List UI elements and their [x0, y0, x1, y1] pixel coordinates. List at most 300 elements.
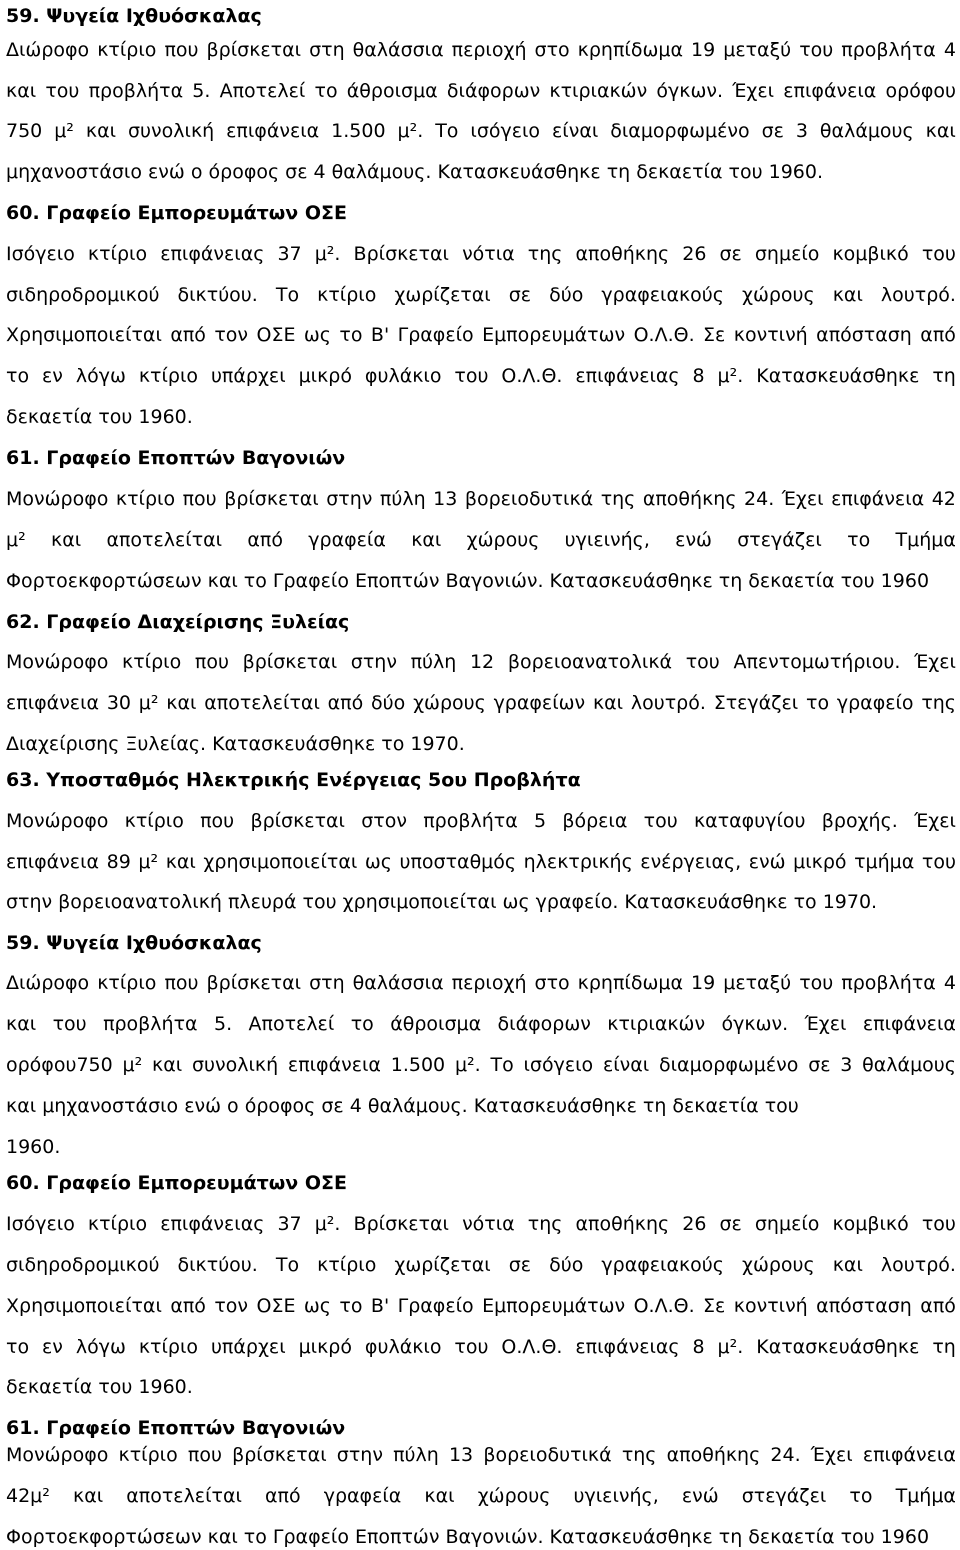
- word: του: [643, 810, 678, 832]
- word: του: [799, 972, 834, 994]
- word: αποτελείται: [126, 1485, 242, 1507]
- word: Ο.Λ.Θ.: [633, 1295, 695, 1317]
- word: 26: [682, 1213, 707, 1235]
- word: τη: [932, 1336, 956, 1358]
- word: προβλήτα: [103, 1013, 198, 1035]
- word: 5: [533, 810, 547, 832]
- paragraph-line: 1960.: [6, 1136, 61, 1158]
- word: αποθήκης: [575, 1213, 670, 1235]
- word: 13: [448, 1444, 474, 1466]
- word: και: [165, 851, 196, 873]
- word: στην: [336, 1444, 383, 1466]
- word: βρίσκεται: [224, 488, 319, 510]
- word: που: [164, 972, 199, 994]
- word: κρηπίδωμα: [577, 39, 683, 61]
- word: χώρους: [477, 1485, 551, 1507]
- word: εν: [42, 1336, 63, 1358]
- word: Κατασκευάσθηκε: [756, 1336, 920, 1358]
- word: προβλήτα: [423, 810, 518, 832]
- word: κτίριο: [97, 39, 157, 61]
- word: Ο.Λ.Θ.: [501, 1336, 563, 1358]
- paragraph-line: [6, 970, 956, 996]
- word: που: [182, 488, 217, 510]
- word: Τμήμα: [895, 529, 956, 551]
- word: τη: [932, 365, 956, 387]
- word: Απεντομωτήριου.: [733, 651, 901, 673]
- word: στην: [350, 651, 397, 673]
- word: υπάρχει: [210, 365, 286, 387]
- word: επιφάνεια: [287, 1054, 381, 1076]
- word: μ²: [122, 1054, 143, 1076]
- word: του: [921, 1213, 956, 1235]
- paragraph-line: [6, 690, 956, 716]
- paragraph-line: [6, 282, 956, 308]
- paragraph-line: στην βορειοανατολική πλευρά του χρησιμοποιείται ως γραφείο. Κατασκευάσθηκε το 1970.: [6, 891, 878, 913]
- word: από: [170, 1295, 206, 1317]
- word: Το: [490, 1054, 514, 1076]
- word: το: [350, 1013, 374, 1035]
- word: νότια: [462, 243, 515, 265]
- word: χωρίζεται: [394, 1254, 491, 1276]
- word: διάφορων: [497, 1013, 591, 1035]
- word: επιφάνειας: [160, 1213, 265, 1235]
- word: θαλάσσια: [352, 39, 444, 61]
- paragraph-line: [6, 1293, 956, 1319]
- paragraph-line: μηχανοστάσιο ενώ ο όροφος σε 4 θαλάμους. Κατασκευάσθηκε τη δεκαετία του 1960.: [6, 161, 824, 183]
- word: και: [925, 120, 956, 142]
- word: 19: [691, 39, 716, 61]
- word: που: [187, 1444, 222, 1466]
- word: γραφειακούς: [601, 284, 724, 306]
- word: Βρίσκεται: [353, 243, 449, 265]
- section-heading: 63. Υποσταθμός Ηλεκτρικής Ενέργειας 5ου Προβλήτα: [6, 769, 581, 791]
- word: και: [73, 1485, 104, 1507]
- word: 4: [943, 972, 956, 994]
- word: κοντινή: [733, 1295, 808, 1317]
- word: ως: [303, 1295, 331, 1317]
- word: από: [247, 529, 283, 551]
- word: Βρίσκεται: [353, 1213, 449, 1235]
- word: ορόφου: [885, 80, 956, 102]
- word: ΟΣΕ: [256, 1295, 296, 1317]
- word: απόσταση: [816, 1295, 912, 1317]
- word: όγκων.: [656, 80, 724, 102]
- word: χώρους: [466, 529, 540, 551]
- word: στην: [326, 488, 373, 510]
- paragraph-line: [6, 649, 956, 675]
- word: που: [164, 39, 199, 61]
- word: Έχει: [804, 1013, 847, 1035]
- word: από: [265, 1485, 301, 1507]
- word: και: [424, 1485, 455, 1507]
- word: που: [200, 810, 235, 832]
- word: κτίριο: [115, 488, 176, 510]
- word: Αποτελεί: [248, 1013, 335, 1035]
- section-heading: 60. Γραφείο Εμπορευμάτων ΟΣΕ: [6, 1172, 347, 1194]
- word: από: [920, 1295, 956, 1317]
- word: προβλήτα: [841, 972, 936, 994]
- word: ως: [364, 851, 392, 873]
- word: σιδηροδρομικού: [6, 1254, 160, 1276]
- word: Μονώροφο: [6, 810, 109, 832]
- word: σιδηροδρομικού: [6, 284, 160, 306]
- word: υγιεινής,: [564, 529, 650, 551]
- word: και: [6, 80, 37, 102]
- word: 26: [682, 243, 707, 265]
- word: θαλάμους: [862, 1054, 956, 1076]
- word: άθροισμα: [390, 1013, 482, 1035]
- word: από: [170, 324, 206, 346]
- word: κοντινή: [733, 324, 808, 346]
- section-heading: 59. Ψυγεία Ιχθυόσκαλας: [6, 5, 262, 27]
- word: γραφείο: [836, 692, 914, 714]
- word: περιοχή: [451, 39, 527, 61]
- word: 8: [692, 365, 705, 387]
- word: μ²: [138, 851, 159, 873]
- word: υποσταθμός: [399, 851, 517, 873]
- word: μ²: [6, 529, 26, 551]
- word: ισόγειο: [523, 1054, 594, 1076]
- word: Έχει: [810, 1444, 853, 1466]
- word: διάφορων: [446, 80, 541, 102]
- word: της: [527, 243, 563, 265]
- word: φυλάκιο: [364, 1336, 442, 1358]
- word: κτίριο: [138, 365, 198, 387]
- word: και: [592, 692, 624, 714]
- word: γραφεία: [323, 1485, 402, 1507]
- word: κτίριο: [317, 284, 377, 306]
- word: κτίριο: [138, 1336, 198, 1358]
- word: πύλη: [393, 1444, 439, 1466]
- word: 4: [943, 39, 956, 61]
- word: 3: [795, 120, 808, 142]
- word: 8: [692, 1336, 705, 1358]
- paragraph-line: [6, 78, 956, 104]
- word: κρηπίδωμα: [577, 972, 683, 994]
- word: προβλήτα: [88, 80, 184, 102]
- paragraph-line: [6, 1052, 956, 1078]
- word: Στεγάζει: [713, 692, 799, 714]
- word: λουτρό.: [630, 692, 706, 714]
- word: Μονώροφο: [6, 651, 109, 673]
- word: βρίσκεται: [206, 972, 302, 994]
- word: της: [527, 1213, 563, 1235]
- word: μ².: [717, 1336, 744, 1358]
- word: βόρεια: [562, 810, 628, 832]
- word: μεταξύ: [723, 39, 792, 61]
- word: και: [832, 284, 863, 306]
- word: το: [314, 80, 338, 102]
- word: μ²: [138, 692, 159, 714]
- section-heading: 59. Ψυγεία Ιχθυόσκαλας: [6, 932, 262, 954]
- word: Εμπορευμάτων: [482, 324, 626, 346]
- word: το: [339, 1295, 363, 1317]
- word: κτιριακών: [549, 80, 648, 102]
- word: επιφάνεια: [862, 1013, 956, 1035]
- word: θαλάμους: [819, 120, 914, 142]
- word: Ο.Λ.Θ.: [501, 365, 563, 387]
- word: δύο: [549, 1254, 584, 1276]
- word: Μονώροφο: [6, 488, 109, 510]
- word: βρίσκεται: [232, 1444, 327, 1466]
- paragraph-line: [6, 1442, 956, 1468]
- word: κτίριο: [87, 243, 148, 265]
- word: 13: [433, 488, 458, 510]
- word: επιφάνεια: [862, 1444, 956, 1466]
- word: προβλήτα: [841, 39, 936, 61]
- word: κτίριο: [317, 1254, 377, 1276]
- word: 3: [840, 1054, 853, 1076]
- word: του: [45, 80, 80, 102]
- word: κομβικό: [832, 243, 909, 265]
- word: διαμορφωμένο: [659, 1054, 799, 1076]
- word: Χρησιμοποιείται: [6, 324, 162, 346]
- word: κτίριο: [124, 810, 184, 832]
- word: κτίριο: [87, 1213, 148, 1235]
- word: μικρό: [298, 1336, 352, 1358]
- word: 24.: [744, 488, 775, 510]
- word: 19: [691, 972, 716, 994]
- paragraph-line: [6, 527, 956, 553]
- word: από: [327, 692, 364, 714]
- word: στη: [309, 972, 345, 994]
- word: στεγάζει: [737, 529, 822, 551]
- word: τον: [214, 324, 249, 346]
- word: Μονώροφο: [6, 1444, 109, 1466]
- word: χώρους: [741, 1254, 815, 1276]
- word: βρίσκεται: [242, 651, 338, 673]
- word: ορόφου750: [6, 1054, 113, 1076]
- word: και: [51, 529, 82, 551]
- word: Ισόγειο: [6, 1213, 75, 1235]
- word: ΟΣΕ: [256, 324, 296, 346]
- word: Έχει: [914, 651, 956, 673]
- word: ηλεκτρικής: [523, 851, 633, 873]
- word: το: [6, 365, 30, 387]
- word: το: [339, 324, 363, 346]
- paragraph-line: [6, 1011, 956, 1037]
- word: στεγάζει: [741, 1485, 827, 1507]
- word: επιφάνεια: [783, 80, 877, 102]
- section-heading: 61. Γραφείο Εποπτών Βαγονιών: [6, 1417, 346, 1439]
- word: κτίριο: [122, 651, 182, 673]
- word: σε: [719, 243, 742, 265]
- word: Έχει: [781, 488, 824, 510]
- word: είναι: [602, 1054, 650, 1076]
- word: γραφεία: [308, 529, 386, 551]
- word: σημείο: [754, 1213, 820, 1235]
- word: εν: [42, 365, 63, 387]
- word: και: [411, 529, 442, 551]
- word: το: [849, 1485, 873, 1507]
- paragraph-line: δεκαετία του 1960.: [6, 1376, 193, 1398]
- word: επιφάνεια: [6, 851, 100, 873]
- paragraph-line: [6, 486, 956, 512]
- word: 89: [106, 851, 131, 873]
- word: καταφυγίου: [693, 810, 806, 832]
- paragraph-line: δεκαετία του 1960.: [6, 406, 193, 428]
- word: σε: [808, 1054, 831, 1076]
- word: Ισόγειο: [6, 243, 75, 265]
- paragraph-line: [6, 322, 956, 348]
- word: κτιριακών: [607, 1013, 706, 1035]
- word: αποθήκης: [575, 243, 670, 265]
- word: τμήμα: [854, 851, 915, 873]
- word: Το: [275, 1254, 300, 1276]
- word: στον: [361, 810, 407, 832]
- word: σε: [761, 120, 784, 142]
- word: είναι: [552, 120, 599, 142]
- word: όγκων.: [721, 1013, 789, 1035]
- word: και: [166, 692, 197, 714]
- word: της: [600, 488, 636, 510]
- word: δύο: [371, 692, 406, 714]
- paragraph-line: Διαχείρισης Ξυλείας. Κατασκευάσθηκε το 1970.: [6, 733, 465, 755]
- word: 42μ²: [6, 1485, 50, 1507]
- word: και: [85, 120, 117, 142]
- word: Ο.Λ.Θ.: [633, 324, 695, 346]
- word: λόγω: [75, 1336, 126, 1358]
- word: ενώ: [675, 529, 712, 551]
- word: 42: [931, 488, 956, 510]
- paragraph-line: [6, 118, 956, 144]
- word: 37: [277, 243, 302, 265]
- word: δύο: [549, 284, 584, 306]
- paragraph-line: [6, 1252, 956, 1278]
- word: αποθήκης: [666, 1444, 761, 1466]
- paragraph-line: [6, 37, 956, 63]
- word: πύλη: [410, 651, 457, 673]
- word: του: [52, 1013, 87, 1035]
- word: άθροισμα: [346, 80, 438, 102]
- word: νότια: [462, 1213, 515, 1235]
- word: ως: [303, 324, 331, 346]
- word: σε: [508, 1254, 532, 1276]
- word: 5.: [213, 1013, 233, 1035]
- paragraph-line: [6, 849, 956, 875]
- word: μεταξύ: [723, 972, 792, 994]
- word: 30: [106, 692, 132, 714]
- word: βορειοδυτικά: [483, 1444, 612, 1466]
- word: σε: [508, 284, 532, 306]
- word: Έχει: [914, 810, 956, 832]
- word: συνολική: [128, 120, 215, 142]
- word: βροχής.: [821, 810, 898, 832]
- word: μ².: [454, 1054, 481, 1076]
- word: επιφάνειας: [575, 1336, 680, 1358]
- word: του: [921, 851, 956, 873]
- word: και: [832, 1254, 863, 1276]
- word: 750: [6, 120, 43, 142]
- word: το: [806, 692, 830, 714]
- word: 1.500: [331, 120, 386, 142]
- word: Σε: [703, 324, 726, 346]
- paragraph-line: Φορτοεκφορτώσεων και το Γραφείο Εποπτών Βαγονιών. Κατασκευάσθηκε τη δεκαετία του 1960: [6, 570, 930, 592]
- word: και: [152, 1054, 183, 1076]
- word: του: [685, 651, 720, 673]
- word: Διώροφο: [6, 972, 90, 994]
- paragraph-line: [6, 241, 956, 267]
- word: μ².: [314, 243, 341, 265]
- word: επιφάνεια: [831, 488, 925, 510]
- paragraph-line: Φορτοεκφορτώσεων και το Γραφείο Εποπτών Βαγονιών. Κατασκευάσθηκε τη δεκαετία του 1960: [6, 1526, 930, 1548]
- word: το: [847, 529, 871, 551]
- word: 37: [277, 1213, 302, 1235]
- word: του: [454, 365, 489, 387]
- word: επιφάνεια: [226, 120, 320, 142]
- word: φυλάκιο: [364, 365, 442, 387]
- word: Διώροφο: [6, 39, 90, 61]
- word: κτίριο: [118, 1444, 178, 1466]
- word: 24.: [770, 1444, 801, 1466]
- word: λουτρό.: [880, 1254, 956, 1276]
- word: ισόγειο: [470, 120, 541, 142]
- word: που: [194, 651, 229, 673]
- word: μ².: [397, 120, 424, 142]
- word: βρίσκεται: [206, 39, 302, 61]
- word: μικρό: [793, 851, 847, 873]
- word: χώρους: [413, 692, 486, 714]
- word: Το: [435, 120, 459, 142]
- word: περιοχή: [451, 972, 527, 994]
- word: Κατασκευάσθηκε: [756, 365, 920, 387]
- word: 12: [469, 651, 495, 673]
- section-heading: 60. Γραφείο Εμπορευμάτων ΟΣΕ: [6, 202, 347, 224]
- word: μ²: [54, 120, 74, 142]
- word: Εμπορευμάτων: [482, 1295, 626, 1317]
- word: απόσταση: [816, 324, 912, 346]
- word: βορειοανατολικά: [507, 651, 673, 673]
- word: υγιεινής,: [573, 1485, 659, 1507]
- word: θαλάσσια: [352, 972, 444, 994]
- word: του: [799, 39, 834, 61]
- word: λουτρό.: [880, 284, 956, 306]
- word: υπάρχει: [210, 1336, 286, 1358]
- word: το: [6, 1336, 30, 1358]
- word: χρησιμοποιείται: [203, 851, 358, 873]
- word: βρίσκεται: [250, 810, 345, 832]
- word: ενώ: [681, 1485, 719, 1507]
- word: Γραφείο: [397, 1295, 474, 1317]
- word: στο: [534, 972, 570, 994]
- word: χωρίζεται: [394, 284, 491, 306]
- section-heading: 61. Γραφείο Εποπτών Βαγονιών: [6, 447, 346, 469]
- word: Β': [370, 1295, 390, 1317]
- word: στο: [534, 39, 570, 61]
- word: σημείο: [754, 243, 820, 265]
- word: διαμορφωμένο: [610, 120, 750, 142]
- word: Σε: [703, 1295, 726, 1317]
- word: γραφείων: [493, 692, 586, 714]
- paragraph-line: και μηχανοστάσιο ενώ ο όροφος σε 4 θαλάμους. Κατασκευάσθηκε τη δεκαετία του: [6, 1095, 799, 1117]
- word: Τμήμα: [895, 1485, 956, 1507]
- word: επιφάνειας: [160, 243, 265, 265]
- word: μ².: [717, 365, 744, 387]
- word: 1.500: [390, 1054, 446, 1076]
- word: ενέργειας,: [640, 851, 742, 873]
- word: λόγω: [75, 365, 126, 387]
- paragraph-line: [6, 1211, 956, 1237]
- word: δικτύου.: [177, 284, 258, 306]
- word: γραφειακούς: [601, 1254, 724, 1276]
- word: σε: [719, 1213, 742, 1235]
- word: κτίριο: [97, 972, 157, 994]
- word: 5.: [192, 80, 211, 102]
- word: Το: [275, 284, 300, 306]
- word: μ².: [314, 1213, 341, 1235]
- word: Έχει: [732, 80, 775, 102]
- paragraph-line: [6, 1334, 956, 1360]
